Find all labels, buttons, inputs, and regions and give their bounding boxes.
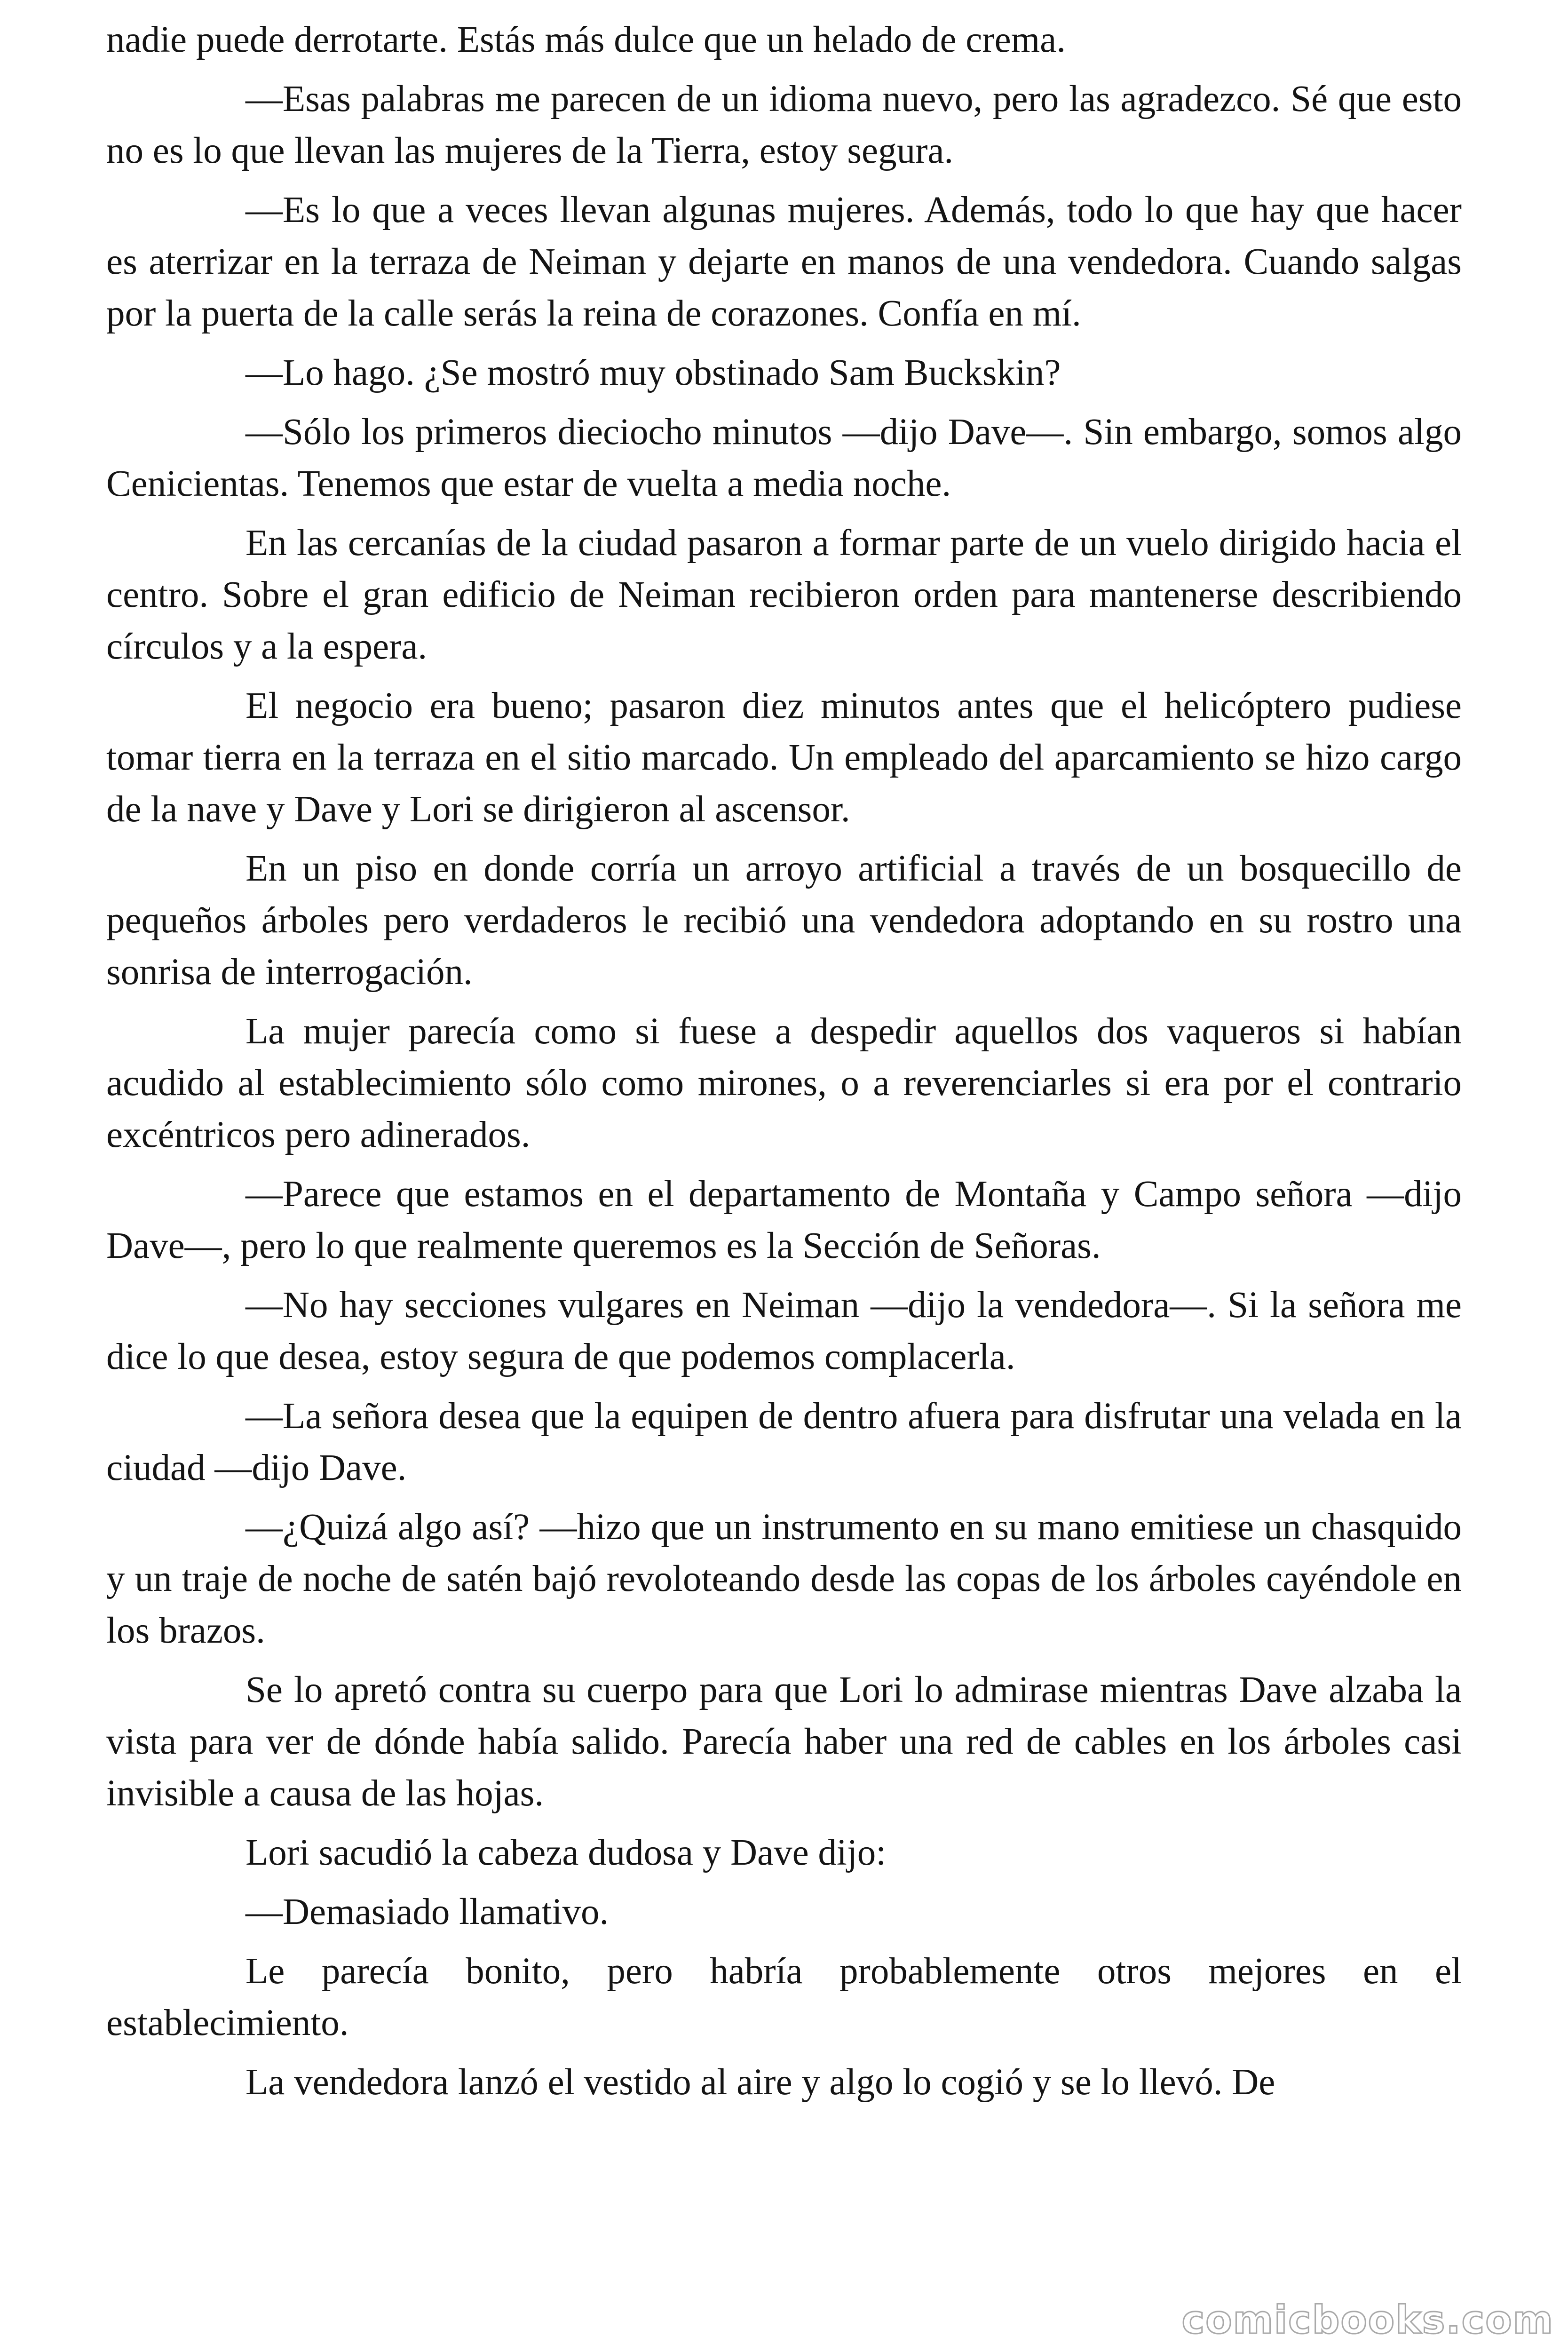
paragraph: En las cercanías de la ciudad pasaron a formar parte de un vuelo dirigido hacia el centro. Sobre el gran edificio de Neiman recibieron orden para mantenerse describiendo círculos y a la espera. (106, 523, 1462, 667)
paragraph: En un piso en donde corría un arroyo artificial a través de un bosquecillo de pequeños árboles pero verdaderos le recibió una vendedora adoptando en su rostro una sonrisa de interrogación. (106, 848, 1462, 993)
paragraph: El negocio era bueno; pasaron diez minutos antes que el helicóptero pudiese tomar tierra en la terraza en el sitio marcado. Un empleado del aparcamiento se hizo cargo de la nave y Dave y Lori se dirigieron al ascensor. (106, 685, 1462, 830)
paragraph: —Parece que estamos en el departamento de Montaña y Campo señora —dijo Dave—, pero lo que realmente queremos es la Sección de Señoras. (106, 1174, 1462, 1266)
paragraph: —Sólo los primeros dieciocho minutos —dijo Dave—. Sin embargo, somos algo Cenicientas. Tenemos que estar de vuelta a media noche. (106, 412, 1462, 504)
paragraph: La mujer parecía como si fuese a despedir aquellos dos vaqueros si habían acudido al establecimiento sólo como mirones, o a reverenciarles si era por el contrario excéntricos pero adinerados. (106, 1011, 1462, 1155)
paragraph: —Demasiado llamativo. (245, 1891, 609, 1932)
paragraph: —La señora desea que la equipen de dentro afuera para disfrutar una velada en la ciudad —dijo Dave. (106, 1396, 1462, 1488)
watermark: comicbooks.com (1181, 2298, 1554, 2343)
document-page (106, 14, 1462, 2116)
paragraph: Le parecía bonito, pero habría probablemente otros mejores en el establecimiento. (106, 1951, 1462, 2043)
paragraph: Se lo apretó contra su cuerpo para que Lori lo admirase mientras Dave alzaba la vista para ver de dónde había salido. Parecía haber una red de cables en los árboles casi invisible a causa de las hojas. (106, 1669, 1462, 1814)
paragraph: —Es lo que a veces llevan algunas mujeres. Además, todo lo que hay que hacer es aterrizar en la terraza de Neiman y dejarte en manos de una vendedora. Cuando salgas por la puerta de la calle serás la reina de corazones. Confía en mí. (106, 190, 1462, 334)
paragraph: Lori sacudió la cabeza dudosa y Dave dijo: (245, 1832, 887, 1873)
paragraph: —¿Quizá algo así? —hizo que un instrumento en su mano emitiese un chasquido y un traje de noche de satén bajó revoloteando desde las copas de los árboles cayéndole en los brazos. (106, 1507, 1462, 1651)
paragraph: nadie puede derrotarte. Estás más dulce que un helado de crema. (106, 19, 1066, 60)
paragraph: La vendedora lanzó el vestido al aire y algo lo cogió y se lo llevó. De (245, 2062, 1275, 2103)
paragraph: —No hay secciones vulgares en Neiman —dijo la vendedora—. Si la señora me dice lo que desea, estoy segura de que podemos complacerla. (106, 1285, 1462, 1377)
paragraph: —Esas palabras me parecen de un idioma nuevo, pero las agradezco. Sé que esto no es lo que llevan las mujeres de la Tierra, estoy segura. (106, 79, 1462, 171)
paragraph: —Lo hago. ¿Se mostró muy obstinado Sam Buckskin? (245, 352, 1061, 393)
